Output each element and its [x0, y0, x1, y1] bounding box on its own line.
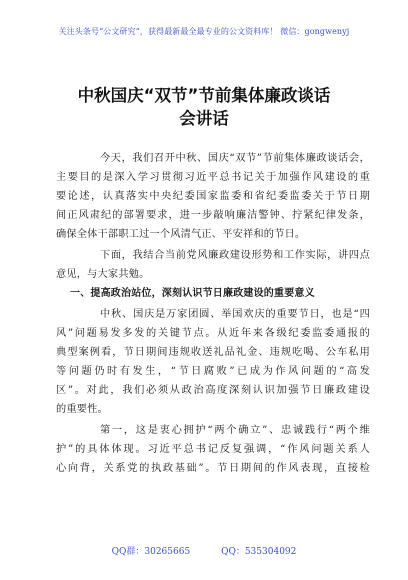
paragraph-line: 的重要性。 — [56, 404, 108, 415]
title-line: 会讲话 — [179, 109, 229, 128]
paragraph-line: 第一，这是衷心拥护“两个确立”、忠诚践行“两个维 — [100, 425, 370, 436]
paragraph-line: 主要目的是深入学习贯彻习近平总书记关于加强作风建设的重 — [56, 172, 370, 183]
paragraph-line: 确保全体干部职工过一个风清气正、平安祥和的节日。 — [56, 229, 306, 240]
document-title — [40, 84, 368, 130]
paragraph-line: 意见，与大家共勉。 — [56, 269, 150, 280]
paragraph-line: 典型案例看，节日期间违规收送礼品礼金、违规吃喝、公车私用 — [56, 347, 370, 358]
paragraph-line: 风”问题易发多发的关键节点。从近年来各级纪委监委通报的 — [56, 328, 370, 339]
paragraph-line: 今天，我们召开中秋、国庆“双节”节前集体廉政谈话会， — [100, 153, 370, 164]
qq-number: QQ：535304092 — [221, 547, 297, 557]
paragraph-line: 间正风肃纪的部署要求，进一步敲响廉洁警钟、拧紧纪律发条， — [56, 210, 370, 221]
contact-footer — [0, 544, 408, 557]
paragraph-line: 等问题仍时有发生，“节日腐败”已成为作风问题的“高发 — [56, 366, 370, 377]
title-line: 中秋国庆“双节”节前集体廉政谈话 — [77, 86, 331, 105]
paragraph-line: 心向背，关系党的执政基础”。节日期间的作风表现，直接检 — [56, 463, 370, 474]
paragraph-line: 区”。对此，我们必须从政治高度深刻认识加强节日廉政建设 — [56, 385, 370, 396]
paragraph-line: 要论述，认真落实中央纪委国家监委和省纪委监委关于节日期 — [56, 191, 370, 202]
paragraph-line: 护”的具体体现。习近平总书记反复强调，“作风问题关系人 — [56, 444, 370, 455]
promo-banner: 关注头条号“公文研究”，获得最新最全最专业的公文资料库！ 微信：gongwenyj — [58, 27, 350, 36]
document-body — [56, 149, 370, 478]
section-heading: 一、提高政治站位，深刻认识节日廉政建设的重要意义 — [70, 288, 315, 299]
qq-group-number: QQ群：30265665 — [111, 547, 191, 557]
paragraph-line: 中秋、国庆是万家团圆、举国欢庆的重要节日，也是“四 — [100, 309, 370, 320]
paragraph-line: 下面，我结合当前党风廉政建设形势和工作实际，讲四点 — [100, 250, 370, 261]
